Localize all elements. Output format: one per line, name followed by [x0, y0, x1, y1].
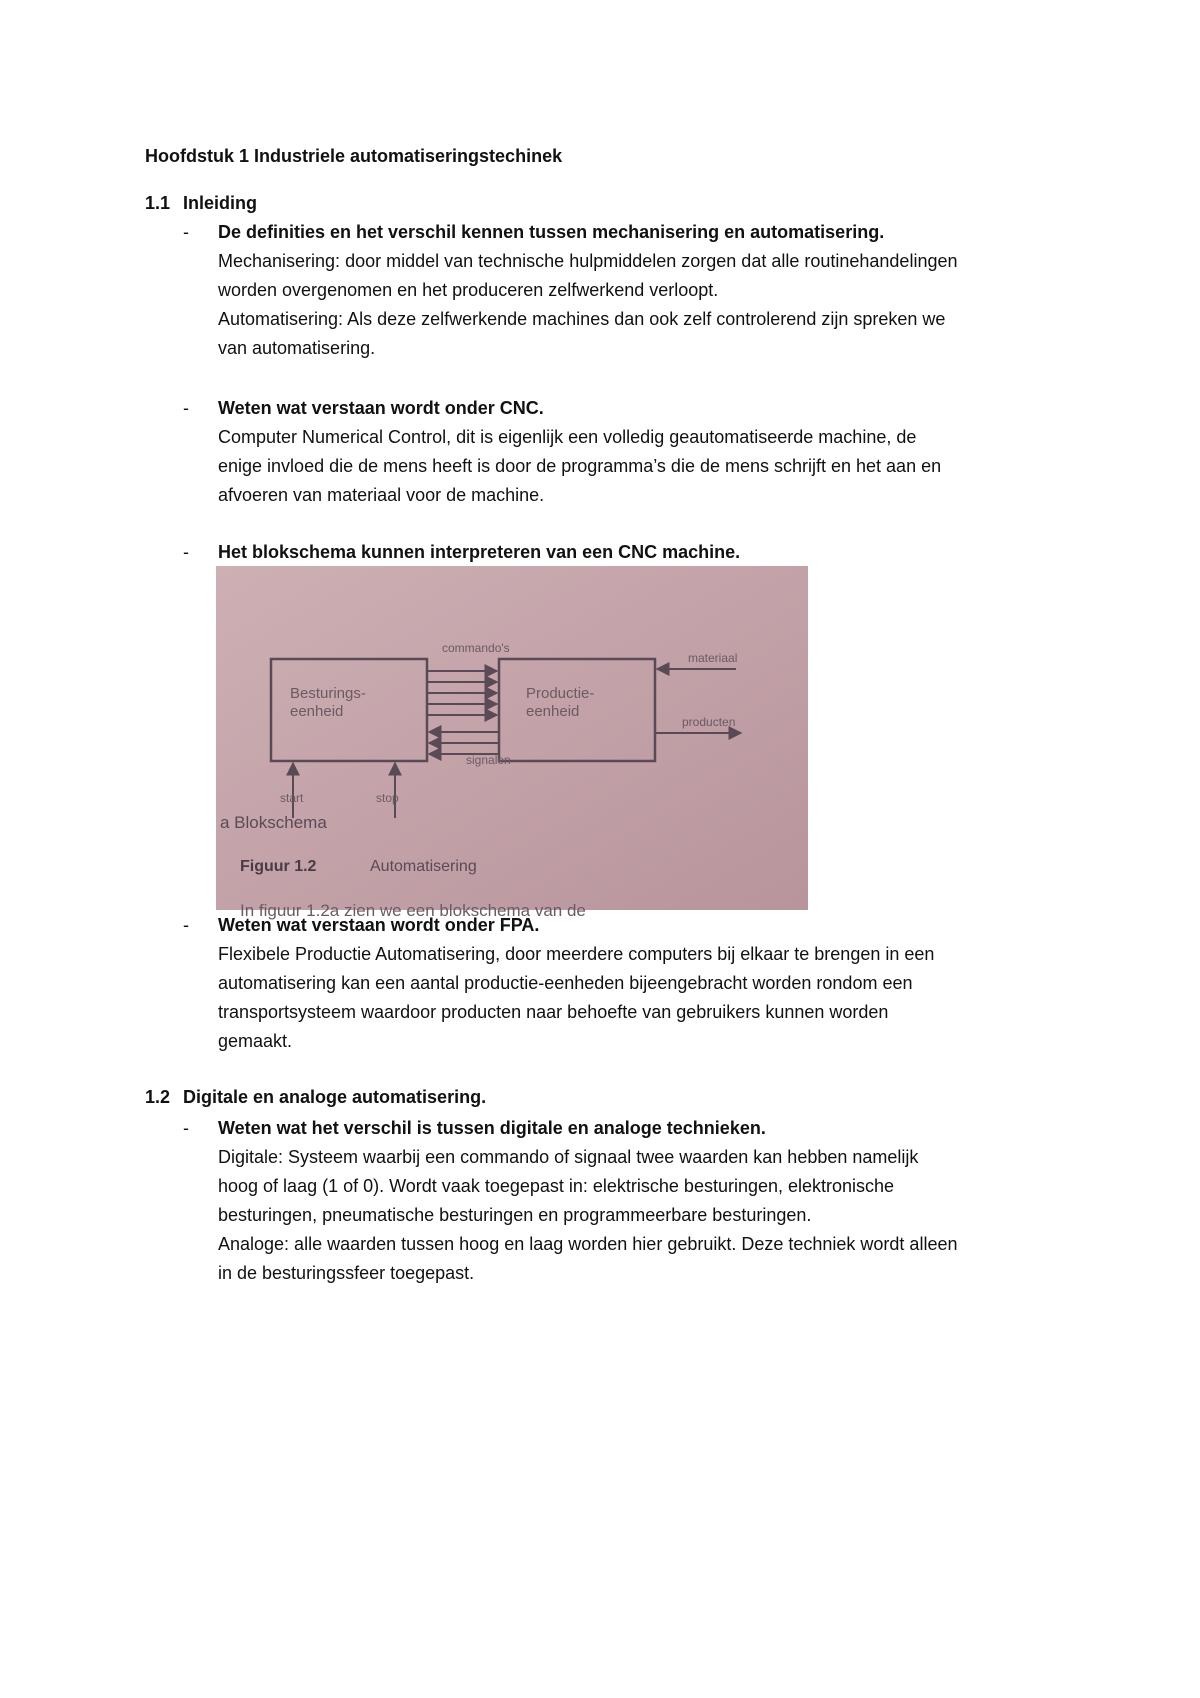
section-title: Inleiding: [183, 193, 257, 213]
body-line: Digitale: Systeem waarbij een commando of signaal twee waarden kan hebben namelijk: [218, 1147, 919, 1167]
list-bullet: -: [183, 915, 189, 935]
list-item: [218, 911, 1098, 1056]
body-line: transportsysteem waardoor producten naar behoefte van gebruikers kunnen worden: [218, 1002, 889, 1022]
list-bullet: -: [183, 1118, 189, 1138]
item-heading: Weten wat verstaan wordt onder FPA.: [218, 915, 540, 935]
body-line: Automatisering: Als deze zelfwerkende machines dan ook zelf controlerend zijn spreken we: [218, 309, 946, 329]
production-unit-label: eenheid: [526, 703, 580, 720]
list-bullet: -: [183, 222, 189, 242]
item-heading: De definities en het verschil kennen tussen mechanisering en automatisering.: [218, 222, 885, 242]
body-line: gemaakt.: [218, 1031, 293, 1051]
production-unit-label: Productie-: [526, 685, 595, 702]
body-line: Flexibele Productie Automatisering, door meerdere computers bij elkaar te brengen in een: [218, 944, 935, 964]
figure-caption-number: Figuur 1.2: [240, 858, 317, 875]
body-line: van automatisering.: [218, 338, 376, 358]
body-line: worden overgenomen en het produceren zelfwerkend verloopt.: [218, 280, 719, 300]
body-line: enige invloed die de mens heeft is door de programma’s die de mens schrijft en het aan en: [218, 456, 942, 476]
body-line: hoog of laag (1 of 0). Wordt vaak toegepast in: elektrische besturingen, elektronische: [218, 1176, 895, 1196]
section-number: 1.1: [145, 193, 171, 213]
stop-label: stop: [376, 791, 399, 805]
figure-cutoff-text: In figuur 1.2a zien we een blokschema van de: [240, 901, 586, 920]
material-label: materiaal: [688, 651, 738, 665]
list-bullet: -: [183, 398, 189, 418]
commands-label: commando's: [442, 641, 510, 655]
block-diagram-photo: [216, 566, 808, 920]
list-item: [218, 394, 1098, 510]
document-title: Hoofdstuk 1 Industriele automatiseringstechinek: [145, 146, 563, 166]
list-item: [218, 218, 1098, 363]
body-line: besturingen, pneumatische besturingen en programmeerbare besturingen.: [218, 1205, 812, 1225]
item-heading: Weten wat verstaan wordt onder CNC.: [218, 398, 544, 418]
figure-subcaption: a Blokschema: [220, 813, 327, 832]
item-heading: Het blokschema kunnen interpreteren van een CNC machine.: [218, 542, 741, 562]
list-item: [218, 538, 1098, 567]
list-bullet: -: [183, 542, 189, 562]
section-number: 1.2: [145, 1087, 171, 1107]
section-heading-1-2: [145, 1087, 486, 1108]
figure-caption-text: Automatisering: [370, 858, 477, 875]
item-heading: Weten wat het verschil is tussen digitale en analoge technieken.: [218, 1118, 766, 1138]
list-item: [218, 1114, 1098, 1288]
body-line: Computer Numerical Control, dit is eigenlijk een volledig geautomatiseerde machine, de: [218, 427, 917, 447]
start-label: start: [280, 791, 304, 805]
body-line: in de besturingssfeer toegepast.: [218, 1263, 475, 1283]
body-line: automatisering kan een aantal productie-eenheden bijeengebracht worden rondom een: [218, 973, 913, 993]
section-heading-1-1: [145, 193, 257, 214]
body-line: afvoeren van materiaal voor de machine.: [218, 485, 545, 505]
body-line: Mechanisering: door middel van technische hulpmiddelen zorgen dat alle routinehandelingen: [218, 251, 958, 271]
body-line: Analoge: alle waarden tussen hoog en laag worden hier gebruikt. Deze techniek wordt alleen: [218, 1234, 958, 1254]
products-label: producten: [682, 715, 736, 729]
signals-label: signalen: [466, 753, 511, 767]
control-unit-label: eenheid: [290, 703, 344, 720]
section-title: Digitale en analoge automatisering.: [183, 1087, 487, 1107]
control-unit-label: Besturings-: [290, 685, 366, 702]
